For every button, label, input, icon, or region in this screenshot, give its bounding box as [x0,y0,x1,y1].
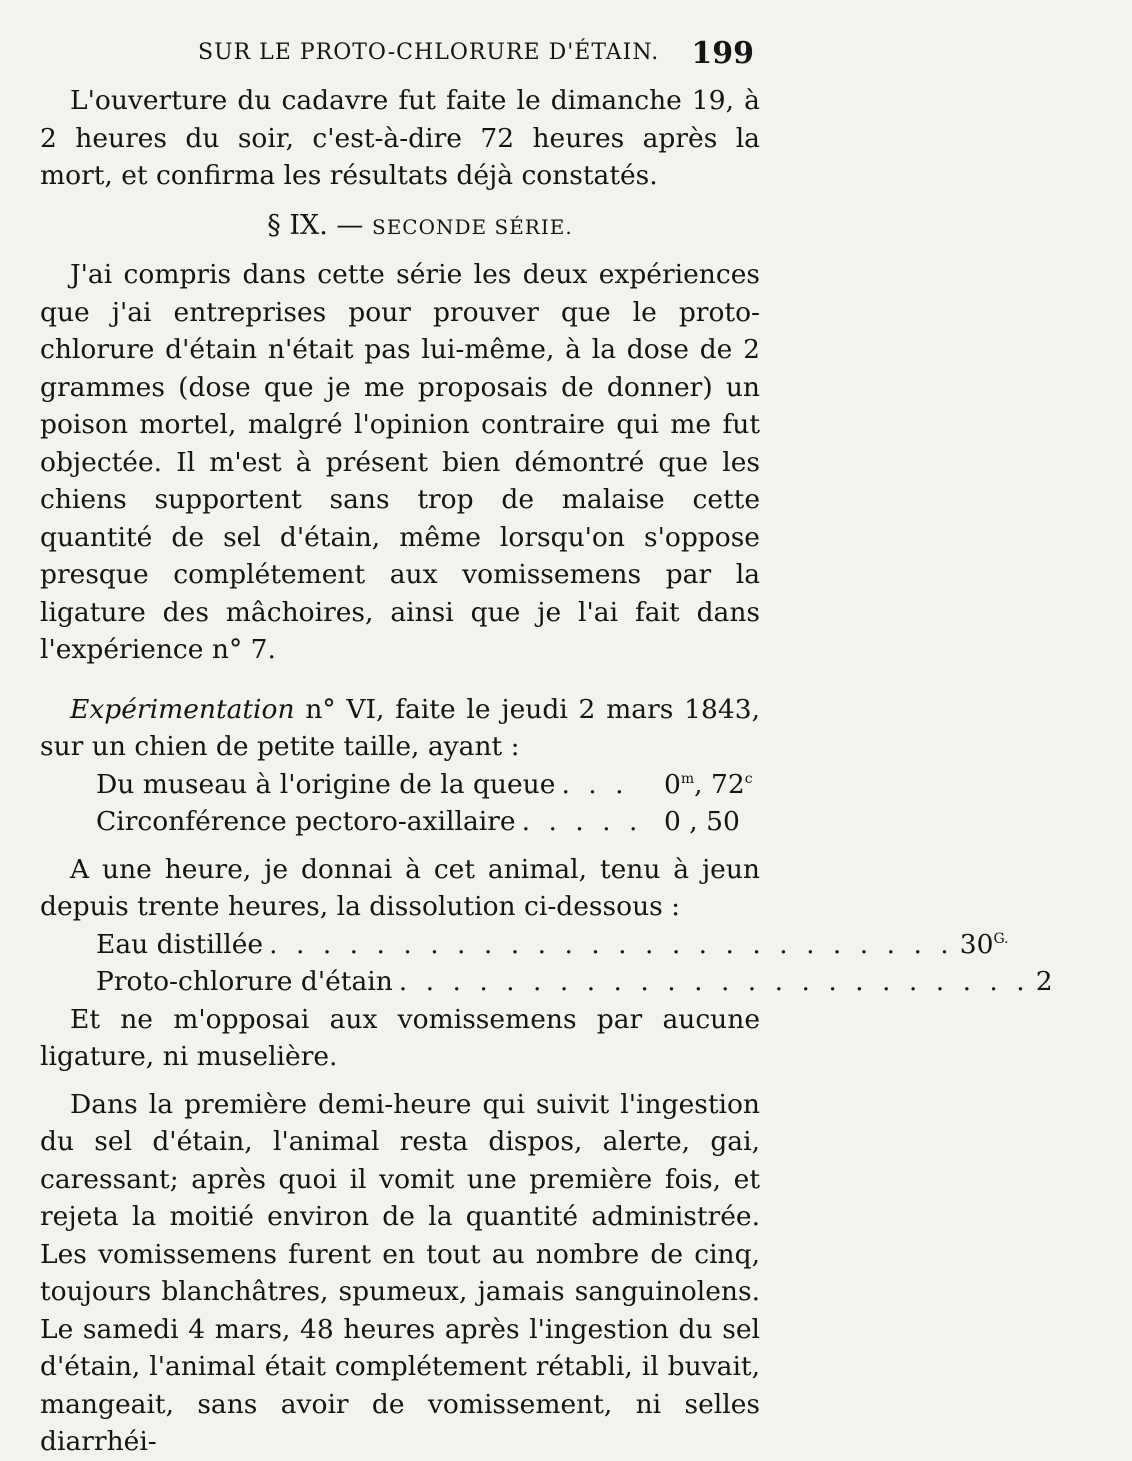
measurement-value: 0$^m$, 72$^c$ [664,768,753,800]
solution-row [40,963,1053,1001]
solution-row [40,926,1009,964]
measurement-label: Du museau à l'origine de la queue [96,768,556,800]
solution-value: 2 [1035,966,1053,997]
experiment-label: Expérimentation [70,693,295,725]
page-body [40,82,1053,1461]
paragraph-administration: A une heure, je donnai à cet animal, tenu à jeun depuis trente heures, la dissolution ci-dessous : [40,853,760,922]
solution-value: $30^{G.}$ [959,928,1009,960]
measurement-label: Circonférence pectoro-axillaire [96,806,516,837]
leader-dots: . . . [561,768,629,800]
solution-list [40,926,1053,1001]
page-number: 199 [691,36,754,71]
measurement-row [40,803,760,841]
page-header [0,36,800,76]
solution-label: Proto-chlorure d'étain [96,966,393,997]
running-title: SUR LE PROTO-CHLORURE D'ÉTAIN. [198,40,660,65]
solution-label: Eau distillée [96,928,264,960]
section-number: § IX. — [267,209,364,241]
leader-dots: . . . . . . . . . . . . . . . . . . . . . . . . . . [269,928,954,960]
leader-dots: . . . . . [521,806,643,837]
section-title: SECONDE SÉRIE. [372,214,573,239]
paragraph-no-ligature: Et ne m'opposai aux vomissemens par aucune ligature, ni muselière. [40,1003,760,1072]
paragraph-series-intro: J'ai compris dans cette série les deux expériences que j'ai entreprises pour prouver que le proto-chlorure d'étain n'était pas lui-même, à la dose de 2 grammes (dose que je me proposais de donner) un poison mortel, malgré l'opinion contraire qui me fut objectée. Il m'est à présent bien démontré que les chiens supportent sans trop de malaise cette quantité de sel d'étain, même lorsqu'on s'oppose presque complétement aux vomissemens par la ligature des mâchoires, ainsi que je l'ai fait dans l'expérience n° 7. [40,259,760,665]
measurement-row [40,766,760,804]
paragraph-autopsy: L'ouverture du cadavre fut faite le dimanche 19, à 2 heures du soir, c'est-à-dire 72 heures après la mort, et confirma les résultats déjà constatés. [40,85,760,191]
measurement-value: 0 , 50 [664,806,740,837]
measurement-list [40,766,760,841]
experiment-description: n° VI, faite le jeudi 2 mars 1843, sur un chien de petite taille, ayant : [40,693,760,762]
section-heading [40,207,760,247]
leader-dots: . . . . . . . . . . . . . . . . . . . . . . . . [398,966,1030,997]
paragraph-experiment-title [40,691,760,766]
paragraph-observations: Dans la première demi-heure qui suivit l'ingestion du sel d'étain, l'animal resta dispos, alerte, gai, caressant; après quoi il vomit une première fois, et rejeta la moitié environ de la quantité administrée. Les vomissemens furent en tout au nombre de cinq, toujours blanchâtres, spumeux, jamais sanguinolens. Le samedi 4 mars, 48 heures après l'ingestion du sel d'étain, l'animal était complétement rétabli, il buvait, mangeait, sans avoir de vomissement, ni selles diarrhéi- [40,1088,760,1457]
